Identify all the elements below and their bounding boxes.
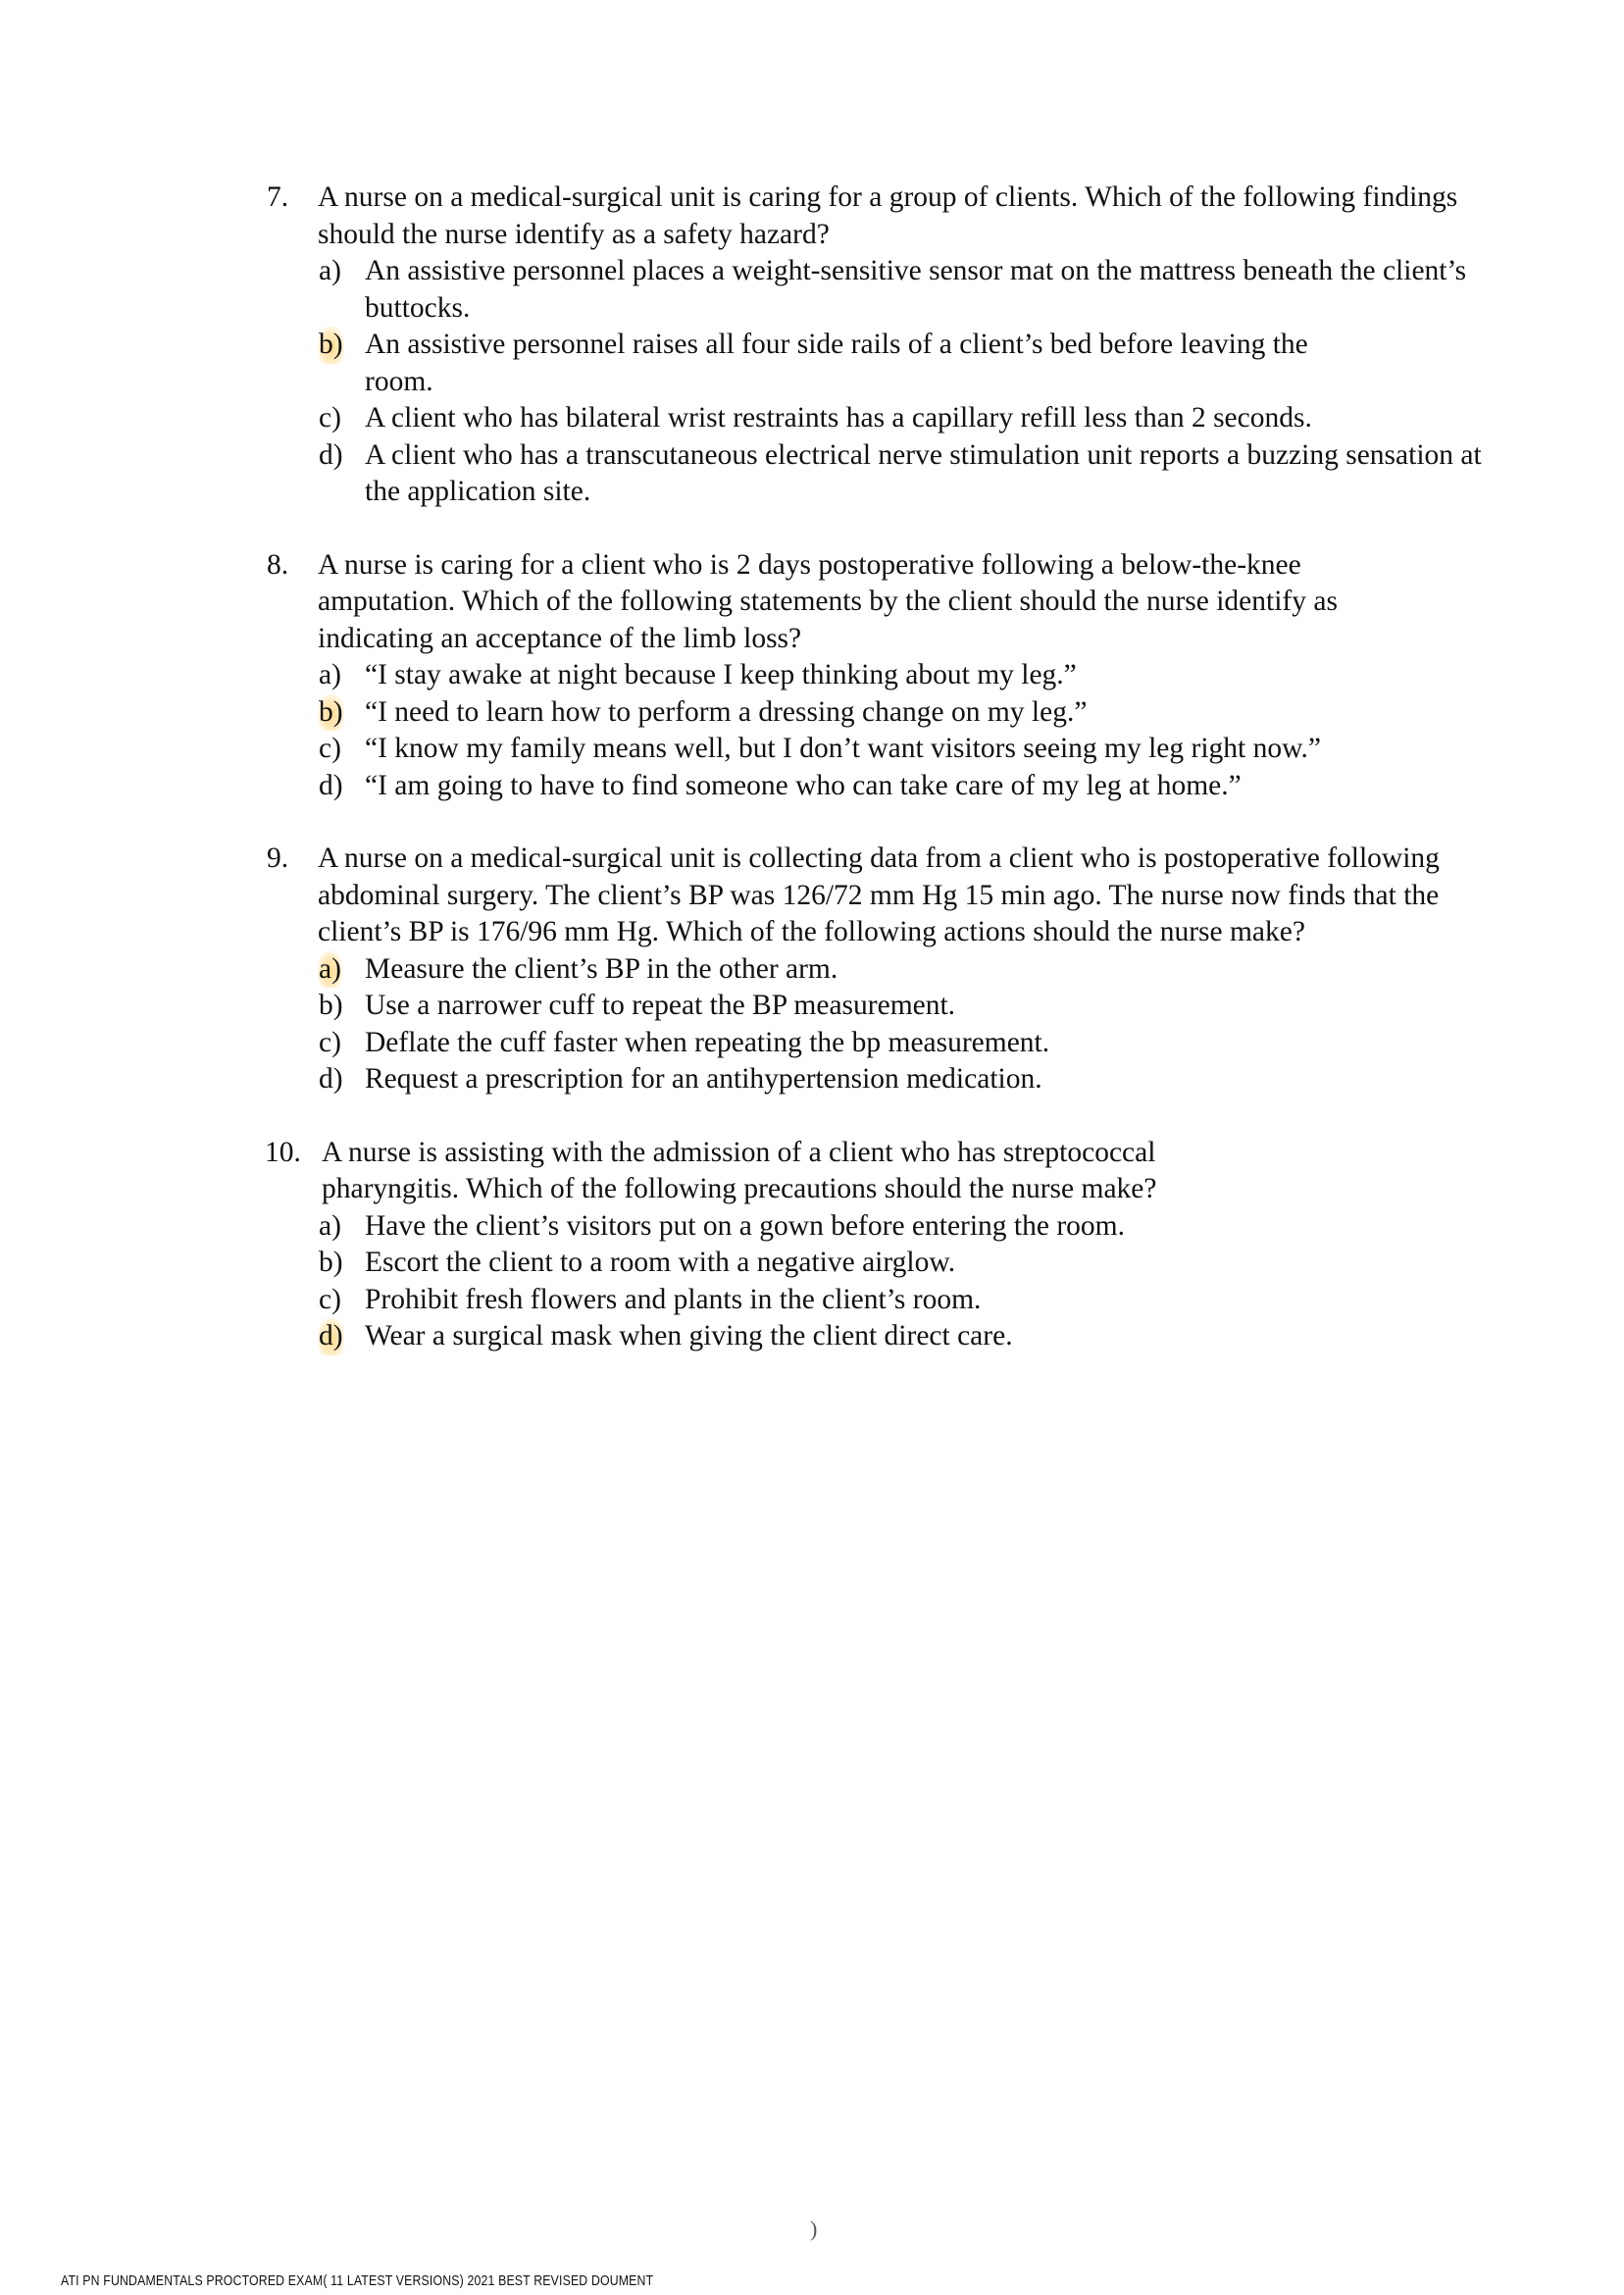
option-a-answer xyxy=(267,951,1483,989)
option-c xyxy=(267,1025,1483,1062)
question-stem xyxy=(267,547,1473,658)
option-text: A client who has bilateral wrist restraints has a capillary refill less than 2 seconds. xyxy=(365,402,1312,434)
question-number: 9. xyxy=(267,842,289,874)
option-letter: c) xyxy=(319,733,341,764)
answer-options xyxy=(267,951,1473,1098)
option-letter-highlighted: b) xyxy=(318,327,344,364)
option-text: Measure the client’s BP in the other arm. xyxy=(365,952,838,985)
option-letter: b) xyxy=(319,1247,343,1278)
option-text: Prohibit fresh flowers and plants in the client’s room. xyxy=(365,1283,982,1315)
option-b-answer xyxy=(267,694,1483,732)
option-text: “I need to learn how to perform a dressing change on my leg.” xyxy=(365,695,1088,728)
option-text: An assistive personnel places a weight-sensitive sensor mat on the mattress beneath the client’s buttocks. xyxy=(365,255,1467,324)
question-text: A nurse on a medical-surgical unit is caring for a group of clients. Which of the following findings should the nurse identify as a safety hazard? xyxy=(318,181,1458,250)
question-text: A nurse is caring for a client who is 2 days postoperative following a below-the-knee amputation. Which of the following statements by the client should the nurse identify as indicating an acceptance of the limb loss? xyxy=(318,548,1338,654)
option-a xyxy=(267,253,1483,327)
option-d-answer xyxy=(267,1318,1483,1355)
option-text: “I know my family means well, but I don’t want visitors seeing my leg right now.” xyxy=(365,733,1321,764)
option-letter-highlighted: b) xyxy=(318,694,344,732)
option-text: Have the client’s visitors put on a gown before entering the room. xyxy=(365,1209,1125,1242)
option-letter: c) xyxy=(319,402,341,434)
option-text: Escort the client to a room with a negative airglow. xyxy=(365,1247,956,1278)
question-7 xyxy=(267,179,1482,511)
option-letter: b) xyxy=(319,990,343,1021)
option-letter: c) xyxy=(319,1026,341,1058)
answer-options xyxy=(267,253,1482,511)
answer-options xyxy=(267,1208,1473,1355)
option-d xyxy=(267,437,1483,511)
option-a xyxy=(267,1208,1483,1246)
question-stem xyxy=(267,179,1473,253)
answer-options xyxy=(267,657,1473,804)
option-b-answer xyxy=(267,327,1365,400)
option-c xyxy=(267,731,1493,768)
question-stem xyxy=(267,841,1473,951)
option-letter: d) xyxy=(319,438,343,471)
option-letter: a) xyxy=(319,255,341,286)
option-text: Wear a surgical mask when giving the client direct care. xyxy=(365,1320,1013,1352)
option-text: An assistive personnel raises all four side rails of a client’s bed before leaving the room. xyxy=(365,329,1308,397)
option-text: A client who has a transcutaneous electrical nerve stimulation unit reports a buzzing sensation at the application site. xyxy=(365,438,1482,507)
option-letter-highlighted: a) xyxy=(318,951,342,989)
option-d xyxy=(267,768,1483,805)
option-text: Deflate the cuff faster when repeating the bp measurement. xyxy=(365,1026,1050,1058)
option-text: Request a prescription for an antihypertension medication. xyxy=(365,1063,1042,1095)
question-list xyxy=(265,179,1482,1392)
page-marker: ) xyxy=(810,2217,818,2241)
option-letter-highlighted: d) xyxy=(318,1318,344,1355)
question-number: 7. xyxy=(267,181,289,213)
question-text: A nurse is assisting with the admission of a client who has streptococcal pharyngitis. Which of the following precautions should the nurse make? xyxy=(322,1136,1157,1204)
option-letter: d) xyxy=(319,769,343,801)
option-letter: a) xyxy=(319,659,341,690)
question-stem xyxy=(267,1135,1473,1208)
question-10 xyxy=(267,1135,1473,1355)
option-letter: d) xyxy=(319,1063,343,1095)
option-b xyxy=(267,1245,1483,1282)
question-9 xyxy=(267,841,1473,1098)
option-c xyxy=(267,400,1502,437)
option-text: “I am going to have to find someone who can take care of my leg at home.” xyxy=(365,769,1242,801)
option-b xyxy=(267,988,1483,1025)
option-letter: c) xyxy=(319,1283,341,1315)
question-8 xyxy=(267,547,1473,805)
option-text: “I stay awake at night because I keep thinking about my leg.” xyxy=(365,659,1077,690)
question-text: A nurse on a medical-surgical unit is collecting data from a client who is postoperative following abdominal surgery. The client’s BP was 126/72 mm Hg 15 min ago. The nurse now finds that the client’s BP is 176/96 mm Hg. Which of the following actions should the nurse make? xyxy=(318,842,1440,947)
option-c xyxy=(267,1282,1483,1319)
option-d xyxy=(267,1061,1483,1098)
question-number: 10. xyxy=(265,1136,301,1168)
question-number: 8. xyxy=(267,548,289,581)
document-footer: ATI PN FUNDAMENTALS PROCTORED EXAM( 11 LATEST VERSIONS) 2021 BEST REVISED DOUMENT xyxy=(61,2272,654,2289)
option-letter: a) xyxy=(319,1209,341,1242)
option-a xyxy=(267,657,1483,694)
option-text: Use a narrower cuff to repeat the BP measurement. xyxy=(365,990,956,1021)
